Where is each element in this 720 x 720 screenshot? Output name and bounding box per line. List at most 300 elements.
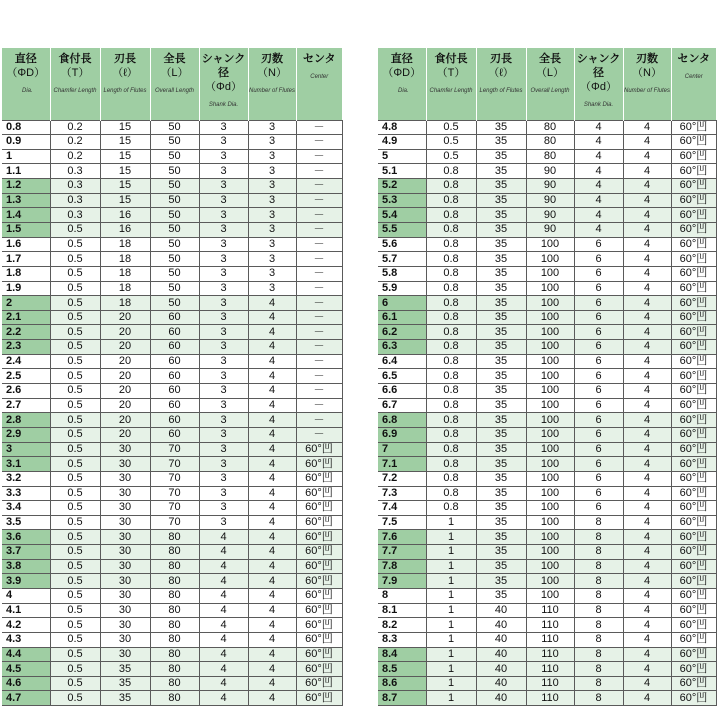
cell-chamfer-length: 1 <box>426 515 476 530</box>
table-row <box>2 266 342 281</box>
cell-flute-length: 35 <box>476 208 526 223</box>
cell-shank-diameter: 3 <box>199 515 248 530</box>
cell-overall-length: 70 <box>150 442 199 457</box>
cell-flute-count: 4 <box>623 427 671 442</box>
cell-chamfer-length: 0.5 <box>50 515 100 530</box>
cell-chamfer-length: 0.5 <box>50 559 100 574</box>
cell-flute-length: 35 <box>100 662 150 677</box>
cell-chamfer-length: 0.2 <box>50 135 100 150</box>
cell-flute-count: 4 <box>623 589 671 604</box>
cell-overall-length: 110 <box>526 662 574 677</box>
cell-diameter: 7.2 <box>378 471 426 486</box>
cell-flute-length: 30 <box>100 530 150 545</box>
cell-flute-length: 30 <box>100 486 150 501</box>
cell-center: 60°凹 <box>296 603 342 618</box>
cell-chamfer-length: 0.8 <box>426 222 476 237</box>
cell-diameter: 7.3 <box>378 486 426 501</box>
header-flute-length-jp: 刃長 <box>114 53 136 65</box>
cell-diameter: 5.7 <box>378 252 426 267</box>
cell-diameter: 7.6 <box>378 530 426 545</box>
cell-shank-diameter: 4 <box>199 559 248 574</box>
cell-shank-diameter: 8 <box>574 515 623 530</box>
cell-diameter: 4.9 <box>378 135 426 150</box>
cell-center: 60°凹 <box>671 120 716 135</box>
cell-chamfer-length: 0.5 <box>50 545 100 560</box>
cell-chamfer-length: 0.5 <box>50 237 100 252</box>
header-shank-diameter-jp: シャンク径 <box>201 53 246 79</box>
cell-diameter: 3 <box>2 442 50 457</box>
cell-diameter: 2.2 <box>2 325 50 340</box>
cell-flute-count: 4 <box>623 369 671 384</box>
header-flute-count-symbol: （N） <box>632 67 662 79</box>
cell-flute-length: 40 <box>476 691 526 706</box>
cell-flute-length: 35 <box>476 325 526 340</box>
cell-diameter: 1.7 <box>2 252 50 267</box>
cell-overall-length: 80 <box>150 632 199 647</box>
cell-shank-diameter: 4 <box>199 589 248 604</box>
cell-overall-length: 100 <box>526 427 574 442</box>
cell-diameter: 8.5 <box>378 662 426 677</box>
cell-overall-length: 100 <box>526 413 574 428</box>
cell-diameter: 7.5 <box>378 515 426 530</box>
cell-flute-count: 4 <box>248 398 296 413</box>
cell-center: 60°凹 <box>671 545 716 560</box>
cell-overall-length: 80 <box>150 559 199 574</box>
cell-center: 60°凹 <box>671 559 716 574</box>
cell-shank-diameter: 3 <box>199 252 248 267</box>
cell-overall-length: 90 <box>526 164 574 179</box>
cell-chamfer-length: 0.3 <box>50 179 100 194</box>
cell-overall-length: 100 <box>526 515 574 530</box>
cell-diameter: 1.5 <box>2 222 50 237</box>
cell-diameter: 0.9 <box>2 135 50 150</box>
cell-flute-count: 3 <box>248 193 296 208</box>
cell-chamfer-length: 0.5 <box>50 574 100 589</box>
header-overall-length-en: Overall Length <box>530 88 570 94</box>
cell-shank-diameter: 6 <box>574 501 623 516</box>
cell-chamfer-length: 0.5 <box>50 471 100 486</box>
table-row <box>378 545 716 560</box>
header-flute-count-symbol: （N） <box>257 67 287 79</box>
cell-center: － <box>296 310 342 325</box>
cell-shank-diameter: 4 <box>199 676 248 691</box>
cell-chamfer-length: 0.5 <box>50 632 100 647</box>
table-row <box>378 589 716 604</box>
header-shank-diameter-en: Shank Dia. <box>583 102 614 108</box>
cell-center: 60°凹 <box>671 296 716 311</box>
table-row <box>378 354 716 369</box>
cell-overall-length: 70 <box>150 515 199 530</box>
cell-flute-length: 30 <box>100 442 150 457</box>
cell-center: － <box>296 135 342 150</box>
cell-diameter: 0.8 <box>2 120 50 135</box>
cell-flute-length: 35 <box>476 179 526 194</box>
cell-center: 60°凹 <box>671 325 716 340</box>
cell-flute-length: 35 <box>476 296 526 311</box>
cell-overall-length: 50 <box>150 296 199 311</box>
table-row <box>378 310 716 325</box>
cell-chamfer-length: 0.8 <box>426 501 476 516</box>
cell-diameter: 5.3 <box>378 193 426 208</box>
cell-overall-length: 80 <box>150 603 199 618</box>
table-row <box>378 618 716 633</box>
cell-overall-length: 100 <box>526 486 574 501</box>
cell-diameter: 4.4 <box>2 647 50 662</box>
cell-shank-diameter: 8 <box>574 559 623 574</box>
cell-chamfer-length: 0.8 <box>426 179 476 194</box>
cell-flute-length: 30 <box>100 618 150 633</box>
cell-overall-length: 60 <box>150 340 199 355</box>
cell-shank-diameter: 3 <box>199 266 248 281</box>
table-row <box>378 325 716 340</box>
cell-flute-count: 4 <box>248 618 296 633</box>
cell-flute-length: 15 <box>100 164 150 179</box>
cell-shank-diameter: 8 <box>574 647 623 662</box>
cell-flute-count: 4 <box>623 237 671 252</box>
table-row <box>2 398 342 413</box>
cell-shank-diameter: 3 <box>199 427 248 442</box>
cell-chamfer-length: 0.8 <box>426 354 476 369</box>
cell-diameter: 7.4 <box>378 501 426 516</box>
table-row <box>2 222 342 237</box>
cell-flute-count: 4 <box>623 574 671 589</box>
cell-shank-diameter: 4 <box>199 647 248 662</box>
cell-shank-diameter: 8 <box>574 662 623 677</box>
cell-overall-length: 70 <box>150 457 199 472</box>
cell-flute-count: 4 <box>623 120 671 135</box>
cell-center: 60°凹 <box>296 691 342 706</box>
cell-flute-count: 4 <box>623 281 671 296</box>
table-row <box>2 471 342 486</box>
cell-overall-length: 100 <box>526 281 574 296</box>
cell-flute-length: 16 <box>100 222 150 237</box>
cell-flute-count: 4 <box>623 618 671 633</box>
cell-chamfer-length: 0.8 <box>426 193 476 208</box>
cell-diameter: 1.8 <box>2 266 50 281</box>
cell-shank-diameter: 3 <box>199 413 248 428</box>
cell-flute-count: 4 <box>248 632 296 647</box>
table-row <box>378 193 716 208</box>
table-row <box>378 501 716 516</box>
cell-shank-diameter: 6 <box>574 384 623 399</box>
cell-diameter: 5.5 <box>378 222 426 237</box>
header-shank-diameter-en: Shank Dia. <box>208 102 239 108</box>
cell-diameter: 8.6 <box>378 676 426 691</box>
cell-center: 60°凹 <box>671 237 716 252</box>
cell-flute-length: 18 <box>100 252 150 267</box>
cell-overall-length: 50 <box>150 252 199 267</box>
cell-diameter: 1.2 <box>2 179 50 194</box>
cell-shank-diameter: 8 <box>574 545 623 560</box>
cell-flute-length: 18 <box>100 281 150 296</box>
cell-shank-diameter: 8 <box>574 632 623 647</box>
cell-diameter: 1.9 <box>2 281 50 296</box>
cell-flute-count: 4 <box>248 296 296 311</box>
cell-overall-length: 110 <box>526 691 574 706</box>
cell-flute-count: 4 <box>248 442 296 457</box>
table-row <box>2 354 342 369</box>
cell-overall-length: 60 <box>150 325 199 340</box>
cell-flute-length: 35 <box>476 413 526 428</box>
cell-flute-length: 35 <box>476 354 526 369</box>
cell-chamfer-length: 0.5 <box>50 486 100 501</box>
cell-chamfer-length: 1 <box>426 574 476 589</box>
cell-chamfer-length: 1 <box>426 545 476 560</box>
header-chamfer-length-symbol: （T） <box>436 67 466 79</box>
header-chamfer-length-en: Chamfer Length <box>429 88 473 94</box>
cell-flute-count: 4 <box>248 559 296 574</box>
cell-flute-length: 35 <box>476 398 526 413</box>
cell-diameter: 5.8 <box>378 266 426 281</box>
cell-chamfer-length: 0.8 <box>426 398 476 413</box>
table-row <box>378 530 716 545</box>
cell-chamfer-length: 0.8 <box>426 252 476 267</box>
cell-shank-diameter: 3 <box>199 340 248 355</box>
cell-overall-length: 80 <box>150 691 199 706</box>
cell-shank-diameter: 3 <box>199 369 248 384</box>
cell-center: 60°凹 <box>296 647 342 662</box>
cell-chamfer-length: 0.8 <box>426 471 476 486</box>
cell-chamfer-length: 0.8 <box>426 281 476 296</box>
header-overall-length <box>150 48 199 120</box>
cell-chamfer-length: 1 <box>426 603 476 618</box>
cell-diameter: 7 <box>378 442 426 457</box>
cell-chamfer-length: 1 <box>426 691 476 706</box>
cell-flute-count: 4 <box>623 545 671 560</box>
cell-shank-diameter: 3 <box>199 457 248 472</box>
cell-flute-count: 4 <box>623 413 671 428</box>
cell-shank-diameter: 6 <box>574 281 623 296</box>
cell-overall-length: 80 <box>150 647 199 662</box>
cell-chamfer-length: 0.8 <box>426 427 476 442</box>
header-overall-length-symbol: （L） <box>535 67 565 79</box>
cell-shank-diameter: 4 <box>574 179 623 194</box>
cell-center: 60°凹 <box>296 471 342 486</box>
cell-flute-count: 4 <box>623 515 671 530</box>
table-row <box>2 369 342 384</box>
cell-chamfer-length: 0.5 <box>50 354 100 369</box>
cell-diameter: 2.5 <box>2 369 50 384</box>
table-row <box>2 603 342 618</box>
cell-chamfer-length: 0.5 <box>50 457 100 472</box>
cell-flute-count: 3 <box>248 266 296 281</box>
header-flute-length <box>100 48 150 120</box>
cell-chamfer-length: 0.2 <box>50 120 100 135</box>
cell-diameter: 8.4 <box>378 647 426 662</box>
header-flute-count-en: Number of Flutes <box>248 88 296 94</box>
cell-diameter: 6.5 <box>378 369 426 384</box>
cell-flute-count: 4 <box>623 193 671 208</box>
cell-diameter: 3.3 <box>2 486 50 501</box>
cell-overall-length: 110 <box>526 676 574 691</box>
header-shank-diameter <box>199 48 248 120</box>
cell-diameter: 4.5 <box>2 662 50 677</box>
cell-overall-length: 60 <box>150 413 199 428</box>
header-chamfer-length <box>50 48 100 120</box>
cell-diameter: 1.1 <box>2 164 50 179</box>
cell-diameter: 3.5 <box>2 515 50 530</box>
cell-diameter: 2 <box>2 296 50 311</box>
cell-diameter: 2.8 <box>2 413 50 428</box>
cell-chamfer-length: 0.5 <box>50 501 100 516</box>
header-center <box>671 48 716 120</box>
header-row <box>378 48 716 120</box>
cell-overall-length: 80 <box>150 618 199 633</box>
cell-flute-length: 30 <box>100 647 150 662</box>
table-row <box>2 252 342 267</box>
cell-center: 60°凹 <box>296 589 342 604</box>
cell-flute-count: 4 <box>248 384 296 399</box>
table-row <box>2 120 342 135</box>
cell-chamfer-length: 1 <box>426 559 476 574</box>
cell-shank-diameter: 4 <box>199 618 248 633</box>
cell-flute-length: 35 <box>476 501 526 516</box>
header-diameter-symbol: （ΦD） <box>382 67 422 79</box>
cell-shank-diameter: 8 <box>574 574 623 589</box>
cell-shank-diameter: 4 <box>199 530 248 545</box>
cell-shank-diameter: 3 <box>199 310 248 325</box>
table-row <box>2 427 342 442</box>
cell-shank-diameter: 6 <box>574 457 623 472</box>
cell-overall-length: 100 <box>526 384 574 399</box>
cell-overall-length: 100 <box>526 442 574 457</box>
cell-center: 60°凹 <box>296 632 342 647</box>
cell-flute-length: 35 <box>476 120 526 135</box>
table-row <box>2 208 342 223</box>
cell-center: － <box>296 193 342 208</box>
table-row <box>378 427 716 442</box>
cell-flute-count: 4 <box>623 603 671 618</box>
cell-shank-diameter: 3 <box>199 442 248 457</box>
cell-flute-count: 3 <box>248 222 296 237</box>
cell-chamfer-length: 0.5 <box>50 222 100 237</box>
header-chamfer-length-jp: 食付長 <box>434 53 468 65</box>
cell-flute-length: 40 <box>476 676 526 691</box>
header-overall-length-jp: 全長 <box>163 53 186 65</box>
cell-diameter: 5.1 <box>378 164 426 179</box>
cell-chamfer-length: 0.8 <box>426 208 476 223</box>
cell-chamfer-length: 0.5 <box>50 281 100 296</box>
cell-flute-count: 4 <box>248 662 296 677</box>
header-chamfer-length <box>426 48 476 120</box>
cell-diameter: 4.3 <box>2 632 50 647</box>
cell-overall-length: 50 <box>150 281 199 296</box>
cell-flute-length: 18 <box>100 296 150 311</box>
table-row <box>2 149 342 164</box>
table-row <box>378 515 716 530</box>
table-row <box>378 237 716 252</box>
cell-shank-diameter: 8 <box>574 530 623 545</box>
table-row <box>378 413 716 428</box>
cell-flute-length: 35 <box>476 193 526 208</box>
header-flute-count <box>623 48 671 120</box>
cell-center: 60°凹 <box>671 574 716 589</box>
cell-flute-count: 3 <box>248 252 296 267</box>
cell-center: 60°凹 <box>671 442 716 457</box>
cell-flute-count: 4 <box>248 530 296 545</box>
cell-flute-length: 35 <box>476 515 526 530</box>
table-row <box>2 647 342 662</box>
cell-diameter: 4.7 <box>2 691 50 706</box>
table-row <box>2 457 342 472</box>
cell-center: － <box>296 149 342 164</box>
cell-diameter: 7.7 <box>378 545 426 560</box>
cell-shank-diameter: 3 <box>199 296 248 311</box>
cell-diameter: 3.7 <box>2 545 50 560</box>
cell-flute-length: 15 <box>100 135 150 150</box>
cell-flute-count: 4 <box>623 384 671 399</box>
cell-overall-length: 70 <box>150 471 199 486</box>
cell-diameter: 3.4 <box>2 501 50 516</box>
cell-flute-count: 4 <box>623 340 671 355</box>
header-flute-length-symbol: （ℓ） <box>112 67 138 79</box>
table-row <box>378 676 716 691</box>
cell-overall-length: 60 <box>150 310 199 325</box>
cell-center: 60°凹 <box>671 530 716 545</box>
cell-shank-diameter: 3 <box>199 325 248 340</box>
cell-chamfer-length: 0.8 <box>426 384 476 399</box>
cell-center: 60°凹 <box>296 662 342 677</box>
cell-overall-length: 100 <box>526 545 574 560</box>
header-shank-diameter-symbol: （Φd） <box>205 81 242 93</box>
cell-chamfer-length: 0.5 <box>50 252 100 267</box>
cell-flute-length: 35 <box>476 149 526 164</box>
cell-diameter: 8.3 <box>378 632 426 647</box>
cell-overall-length: 80 <box>526 149 574 164</box>
table-row <box>378 164 716 179</box>
header-diameter <box>2 48 50 120</box>
cell-flute-length: 15 <box>100 179 150 194</box>
cell-flute-length: 30 <box>100 632 150 647</box>
table-row <box>2 310 342 325</box>
cell-flute-count: 4 <box>248 691 296 706</box>
cell-overall-length: 100 <box>526 501 574 516</box>
cell-chamfer-length: 0.5 <box>50 384 100 399</box>
cell-diameter: 4 <box>2 589 50 604</box>
cell-flute-count: 4 <box>623 559 671 574</box>
cell-flute-length: 35 <box>476 574 526 589</box>
cell-overall-length: 110 <box>526 647 574 662</box>
cell-center: 60°凹 <box>671 515 716 530</box>
cell-flute-length: 20 <box>100 384 150 399</box>
cell-shank-diameter: 6 <box>574 252 623 267</box>
cell-chamfer-length: 0.5 <box>50 325 100 340</box>
cell-flute-length: 40 <box>476 647 526 662</box>
cell-overall-length: 50 <box>150 222 199 237</box>
cell-shank-diameter: 3 <box>199 208 248 223</box>
cell-overall-length: 100 <box>526 369 574 384</box>
cell-center: 60°凹 <box>296 501 342 516</box>
cell-shank-diameter: 4 <box>574 135 623 150</box>
cell-diameter: 8 <box>378 589 426 604</box>
cell-center: － <box>296 281 342 296</box>
cell-chamfer-length: 0.8 <box>426 413 476 428</box>
cell-flute-count: 4 <box>248 310 296 325</box>
cell-diameter: 7.1 <box>378 457 426 472</box>
cell-chamfer-length: 0.8 <box>426 266 476 281</box>
cell-center: 60°凹 <box>671 413 716 428</box>
cell-center: 60°凹 <box>671 691 716 706</box>
cell-diameter: 6.4 <box>378 354 426 369</box>
cell-flute-count: 4 <box>248 471 296 486</box>
cell-overall-length: 90 <box>526 179 574 194</box>
cell-chamfer-length: 0.2 <box>50 149 100 164</box>
cell-center: 60°凹 <box>671 486 716 501</box>
cell-center: 60°凹 <box>296 457 342 472</box>
cell-overall-length: 80 <box>150 545 199 560</box>
cell-center: － <box>296 427 342 442</box>
spec-table-left <box>2 48 343 706</box>
